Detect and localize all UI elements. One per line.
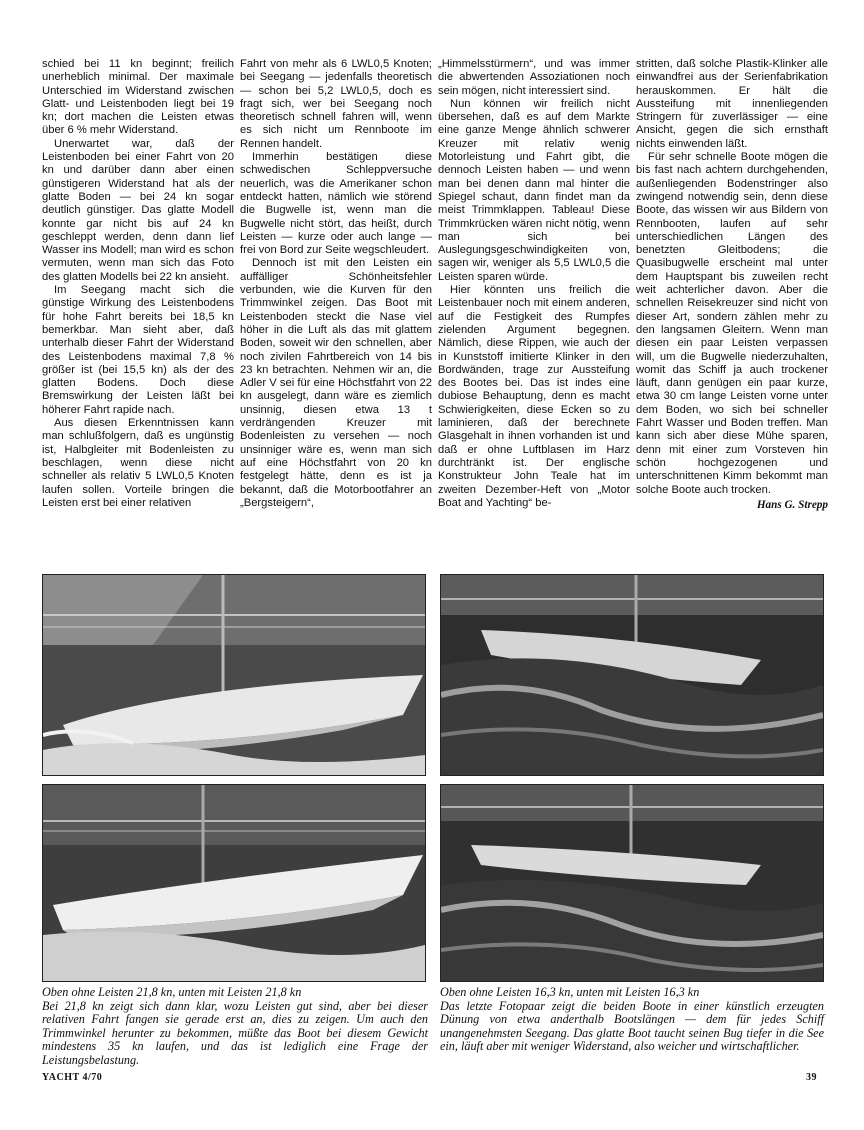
paragraph: stritten, daß solche Plastik-Klinker alle einwandfrei aus der Serienfabrikation herauskommen. Er hält die Aussteifung mit innenliegenden Stringern für zuverlässiger — eine Ansicht, gegen die sich ernsthaft nichts einwenden läßt. bbox=[636, 58, 828, 150]
caption-left bbox=[42, 986, 428, 1068]
paragraph: Immerhin bestätigen diese schwedischen Schleppversuche neuerlich, was die Amerikaner schon entdeckt hatten, nämlich wie störend die Bugwelle ist, wenn man die Bugwelle nicht stört, das heißt, durch Leisten — kurze oder auch lange — frei von Bord zur Seite wegschleudert. bbox=[240, 151, 432, 257]
photo-stepped-hull-16-3kn bbox=[440, 784, 824, 982]
paragraph: „Himmelsstürmern“, und was immer die abwertenden Assoziationen noch sein mögen, nicht interessiert sind. bbox=[438, 58, 630, 97]
photo-smooth-hull-21-8kn bbox=[42, 574, 426, 776]
paragraph: Hier könnten uns freilich die Leistenbauer noch mit einem anderen, auf die Festigkeit des Rumpfes zielenden Argument begegnen. Nämlich, diese Rippen, wie auch der in Kunststoff imitierte Klinker in den Bordwänden, trage zur Aussteifung des Bootes bei. Das ist indes eine dubiose Behauptung, denn es macht Schwierigkeiten, diese Ecken so zu laminieren, daß der berechnete Glasgehalt in ihnen vorhanden ist und daß er ohne Luftblasen im Harz durchtränkt ist. Der englische Konstrukteur John Teale hat im zweiten Dezember-Heft von „Motor Boat and Yachting“ be- bbox=[438, 284, 630, 509]
caption-right-body: Das letzte Fotopaar zeigt die beiden Boote in einer künstlich erzeugten Dünung von etwa anderthalb Bootslängen — dem für jedes Schiff unangenehmsten Seegang. Das glatte Boot taucht seinen Bug tiefer in die See ein, läuft aber mit weniger Widerstand, also weicher und wirtschaftlicher. bbox=[440, 998, 824, 1054]
caption-right-title: Oben ohne Leisten 16,3 kn, unten mit Leisten 16,3 kn bbox=[440, 985, 700, 999]
paragraph: Aus diesen Erkenntnissen kann man schlußfolgern, daß es ungünstig ist, Halbgleiter mit Bodenleisten zu beschlagen, wenn diese nicht schneller als relativ 5 LWL0,5 Knoten laufen sollen. Vorteile bringen die Leisten erst bei einer relativen bbox=[42, 417, 234, 509]
paragraph: Im Seegang macht sich die günstige Wirkung des Leistenbodens für hohe Fahrt bereits bei 18,5 kn bemerkbar. Man sieht aber, daß unterhalb dieser Fahrt der Widerstand des Leistenbodens maximal 7,8 % größer ist (bei 15,5 kn) als der des glatten Bodens. Doch diese Bremswirkung der Leisten läßt bei höherer Fahrt rapide nach. bbox=[42, 284, 234, 416]
caption-left-body: Bei 21,8 kn zeigt sich dann klar, wozu Leisten gut sind, aber bei dieser relativen Fahrt fangen sie gerade erst an, dies zu zeigen. Um auch den Trimmwinkel herunter zu bekommen, müßte das Boot bei diesem Gewicht mindestens 35 kn laufen, und das ist lediglich eine Frage der Leistungsbelastung. bbox=[42, 998, 428, 1067]
paragraph: Dennoch ist mit den Leisten ein auffälliger Schönheitsfehler verbunden, wie die Kurven für den Trimmwinkel zeigen. Das Boot mit Leistenboden steckt die Nase viel höher in die Luft als das mit glattem Boden, soweit wir den schnellen, aber noch zivilen Fahrtbereich von 14 bis 23 kn betrachten. Nehmen wir an, die Adler V sei für eine Höchstfahrt von 22 kn ausgelegt, dann wäre es ziemlich unsinnig, diesen etwa 13 t verdrängenden Kreuzer mit Bodenleisten zu versehen — noch unsinniger wäre es, wenn man sich auf eine Höchstfahrt von 20 kn festgelegt hätte, denn es ist ja bekannt, daß die Motorbootfahrer an „Bergsteigern“, bbox=[240, 257, 432, 509]
magazine-footer: YACHT 4/70 bbox=[42, 1072, 103, 1083]
caption-right bbox=[440, 986, 824, 1054]
text-column-2 bbox=[240, 58, 432, 510]
text-column-4 bbox=[636, 58, 828, 512]
photo-smooth-hull-16-3kn bbox=[440, 574, 824, 776]
author-byline: Hans G. Strepp bbox=[756, 498, 828, 511]
paragraph: Unerwartet war, daß der Leistenboden bei einer Fahrt von 20 kn und darüber dann aber einen günstigeren Widerstand hat als der glatte Boden — bei 24 kn sogar deutlich günstiger. Das glatte Modell konnte gar nicht bis auf 24 kn geschleppt werden, denn dann lief Wasser ins Modell; man wird es schon vermuten, wenn man sich das Foto des glatten Modells bei 22 kn ansieht. bbox=[42, 137, 234, 283]
photo-stepped-hull-21-8kn bbox=[42, 784, 426, 982]
paragraph: Nun können wir freilich nicht übersehen, daß es auf dem Markte eine ganze Menge ähnlich schwerer Kreuzer mit relativ wenig Motorleistung und Fahrt gibt, die dennoch Leisten haben — und wenn man bei denen dann mal hinter die Spiegel schaut, dann findet man da meist Trimmklappen. Tableau! Diese Trimmkrücken wären nicht nötig, wenn man sich bei Auslegungsgeschwindigkeiten von, sagen wir, weniger als 5,5 LWL0,5 die Leisten sparen würde. bbox=[438, 97, 630, 283]
paragraph: Für sehr schnelle Boote mögen die bis fast nach achtern durchgehenden, außenliegenden Bodenstringer also zwingend notwendig sein, denn diese Boote, das wissen wir aus Bildern von Rennbooten, laufen auf sehr unterschiedlichen Längen des benetzten Gleitbodens; die Quasibugwelle erscheint mal unter dem Hauptspant bis zuweilen recht weit achterlicher davon. Aber die schnellen Reisekreuzer sind nicht von dieser Art, sondern zählen mehr zu den langsamen Gleitern. Wenn man diesen ein paar Leisten verpassen will, um die Bugwelle niederzuhalten, womit das Schiff ja auch trockener läuft, dann genügen ein paar kurze, etwa 30 cm lange Leisten vorne unter dem Boden, wo sich bei schneller Fahrt Wasser und Boden treffen. Man kann sich aber diese Mühe sparen, denn mit einer zum Vorsteven hin schön hochgezogenen und unterschnittenen Kimm bekommt man solche Boote auch trocken. bbox=[636, 151, 828, 496]
paragraph: Fahrt von mehr als 6 LWL0,5 Knoten; bei Seegang — jedenfalls theoretisch — schon bei 5,2 LWL0,5, doch es fragt sich, wer bei Seegang noch theoretisch schnell fahren will, wenn es sich nicht um Rennboote im Rennen handelt. bbox=[240, 58, 432, 150]
paragraph: schied bei 11 kn beginnt; freilich unerheblich minimal. Der maximale Unterschied im Widerstand zwischen Glatt- und Leistenboden liegt bei 19 kn; dort machen die Leisten etwas über 6 % mehr Widerstand. bbox=[42, 58, 234, 137]
page-number: 39 bbox=[806, 1072, 817, 1083]
caption-left-title: Oben ohne Leisten 21,8 kn, unten mit Leisten 21,8 kn bbox=[42, 985, 302, 999]
text-column-1 bbox=[42, 58, 234, 510]
text-column-3 bbox=[438, 58, 630, 510]
